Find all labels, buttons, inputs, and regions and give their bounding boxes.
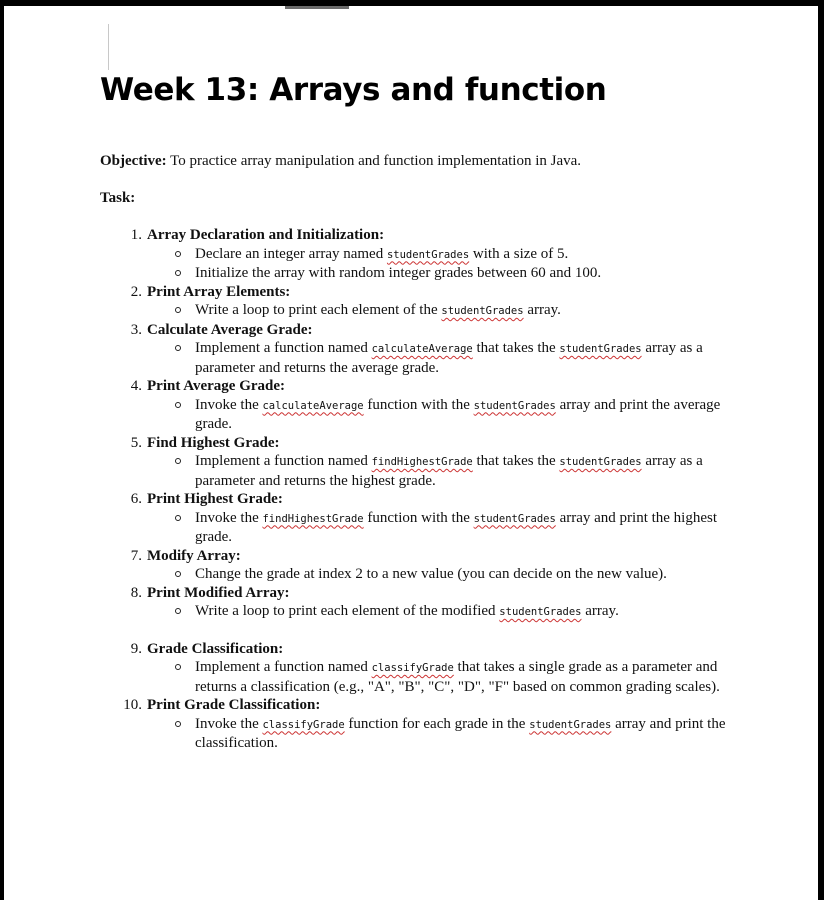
code-identifier: studentGrades (441, 305, 524, 317)
code-identifier: studentGrades (473, 512, 556, 525)
subitem-text: function for each grade in the (344, 715, 530, 732)
task-title: Grade Classification: (147, 640, 284, 657)
task-number: 2. (130, 283, 142, 300)
subitem-text: function with the (363, 509, 474, 526)
task-item (100, 640, 730, 697)
task-title: Print Average Grade: (147, 378, 286, 394)
code-identifier: calculateAverage (371, 343, 473, 355)
task-title: Modify Array: (147, 547, 241, 564)
task-number: 3. (130, 321, 142, 338)
task-label: Task: (100, 190, 136, 206)
task-item (100, 490, 730, 547)
task-item (100, 283, 730, 321)
subitem-text: Invoke the (195, 396, 263, 413)
circle-bullet-icon (175, 571, 181, 577)
task-subitem (195, 509, 730, 547)
circle-bullet-icon (175, 515, 181, 521)
subitem-text: array and print the classification. (195, 715, 726, 751)
circle-bullet-icon (175, 721, 181, 727)
task-number: 9. (130, 640, 142, 657)
subitem-text: Change the grade at index 2 to a new value (you can decide on the new value). (195, 566, 667, 582)
task-number: 7. (130, 547, 142, 564)
task-subitem (195, 301, 730, 321)
task-title: Print Modified Array: (147, 584, 290, 601)
blank-line (100, 622, 730, 640)
task-item (100, 584, 730, 622)
task-subitem (195, 339, 730, 377)
subitem-text: array and print the highest grade. (195, 509, 718, 545)
circle-bullet-icon (175, 251, 181, 257)
code-identifier: studentGrades (473, 399, 556, 412)
task-item (100, 226, 730, 283)
task-title: Find Highest Grade: (147, 434, 280, 451)
subitem-text: that takes a single grade as a parameter and returns a classification (e.g., "A", "B", "C", "D", "F" based on common grading scales). (195, 659, 720, 695)
subitem-text: Implement a function named (195, 659, 372, 675)
objective-paragraph (100, 152, 581, 171)
task-item (100, 696, 730, 753)
scroll-indicator[interactable] (285, 6, 349, 9)
task-number: 5. (130, 434, 142, 451)
task-subitem (195, 658, 730, 696)
circle-bullet-icon (175, 608, 181, 614)
subitem-text: Initialize the array with random integer grades between 60 and 100. (195, 265, 602, 281)
subitem-text: Declare an integer array named (195, 245, 387, 262)
subitem-text: array as a parameter and returns the average grade. (195, 340, 703, 376)
text-margin-marker (108, 24, 109, 70)
subitem-text: Write a loop to print each element of the (195, 302, 442, 318)
task-number: 8. (130, 584, 142, 601)
subitem-text: Implement a function named (195, 453, 372, 469)
subitem-text: Write a loop to print each element of the modified (195, 603, 500, 619)
task-item (100, 434, 730, 491)
task-number: 1. (130, 227, 142, 243)
code-identifier: classifyGrade (262, 718, 345, 731)
code-identifier: studentGrades (386, 248, 470, 261)
circle-bullet-icon (175, 307, 181, 313)
task-subitem (195, 396, 730, 434)
task-subitem (195, 245, 730, 265)
circle-bullet-icon (175, 345, 181, 351)
task-title: Calculate Average Grade: (147, 321, 313, 338)
subitem-text: Invoke the (195, 715, 263, 732)
document-page (4, 6, 818, 900)
task-title: Print Highest Grade: (147, 491, 283, 507)
code-identifier: studentGrades (559, 343, 642, 355)
task-title: Array Declaration and Initialization: (147, 227, 385, 243)
task-title: Print Grade Classification: (147, 697, 321, 713)
subitem-text: array. (523, 302, 561, 318)
code-identifier: studentGrades (529, 718, 612, 731)
code-identifier: findHighestGrade (371, 456, 473, 468)
code-identifier: studentGrades (559, 456, 642, 468)
code-identifier: calculateAverage (262, 399, 364, 412)
subitem-text: function with the (363, 396, 474, 413)
code-identifier: studentGrades (499, 606, 582, 618)
code-identifier: classifyGrade (371, 662, 454, 674)
task-subitem (195, 602, 730, 622)
subitem-text: array as a parameter and returns the highest grade. (195, 453, 703, 489)
task-list (100, 226, 730, 753)
subitem-text: array and print the average grade. (195, 396, 721, 432)
task-number: 4. (130, 378, 142, 394)
subitem-text: array. (581, 603, 619, 619)
code-identifier: findHighestGrade (262, 512, 364, 525)
task-subitem (195, 565, 730, 584)
page-title: Week 13: Arrays and function (100, 72, 607, 108)
subitem-text: Implement a function named (195, 340, 372, 356)
task-item (100, 377, 730, 434)
task-item (100, 321, 730, 378)
subitem-text: that takes the (472, 453, 560, 469)
task-subitem (195, 264, 730, 283)
objective-text: To practice array manipulation and function implementation in Java. (166, 153, 582, 169)
circle-bullet-icon (175, 402, 181, 408)
subitem-text: with a size of 5. (469, 245, 569, 262)
task-item (100, 547, 730, 584)
task-title: Print Array Elements: (147, 283, 291, 300)
subitem-text: that takes the (472, 340, 560, 356)
circle-bullet-icon (175, 270, 181, 276)
circle-bullet-icon (175, 664, 181, 670)
task-number: 10. (123, 697, 142, 713)
circle-bullet-icon (175, 458, 181, 464)
objective-label: Objective: (100, 153, 167, 169)
task-number: 6. (130, 491, 142, 507)
subitem-text: Invoke the (195, 509, 263, 526)
task-subitem (195, 452, 730, 490)
task-subitem (195, 715, 730, 753)
